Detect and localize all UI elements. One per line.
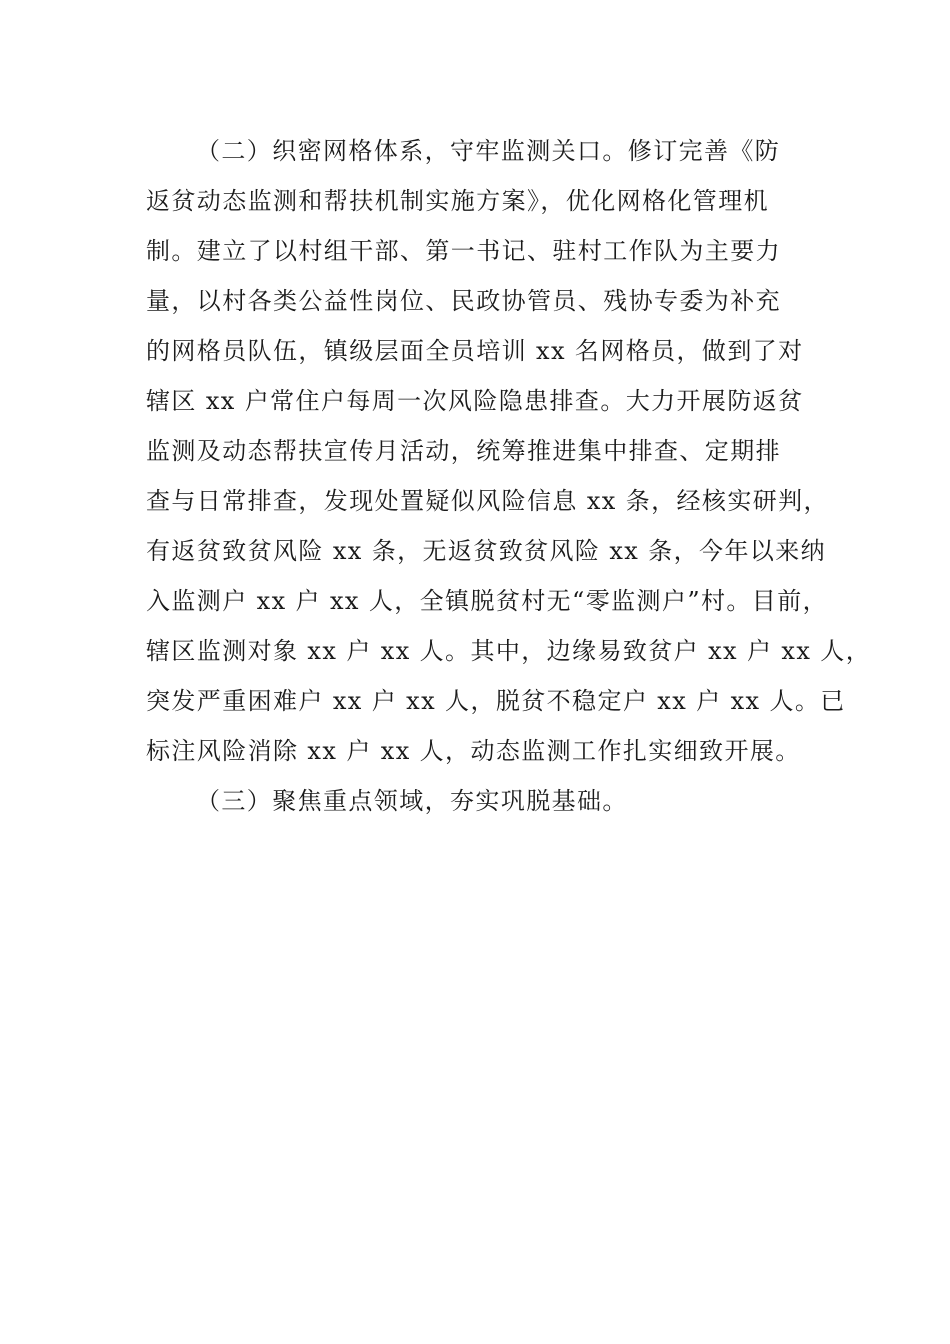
paragraph-line: 突发严重困难户 xx 户 xx 人，脱贫不稳定户 xx 户 xx 人。已	[146, 687, 846, 715]
paragraph-line: 入监测户 xx 户 xx 人，全镇脱贫村无“零监测户”村。目前，	[146, 587, 828, 615]
paragraph-line: 查与日常排查，发现处置疑似风险信息 xx 条，经核实研判，	[146, 487, 829, 515]
paragraph-line: 有返贫致贫风险 xx 条，无返贫致贫风险 xx 条，今年以来纳	[146, 537, 827, 565]
paragraph-line: 制。建立了以村组干部、第一书记、驻村工作队为主要力	[146, 237, 781, 265]
paragraph-line: 监测及动态帮扶宣传月活动，统筹推进集中排查、定期排	[146, 437, 781, 465]
section-heading: （三）聚焦重点领域，夯实巩脱基础。	[196, 787, 628, 815]
paragraph-line: 返贫动态监测和帮扶机制实施方案》，优化网格化管理机	[146, 187, 769, 215]
paragraph-line: （二）织密网格体系，守牢监测关口。修订完善《防	[196, 137, 781, 165]
paragraph-line: 的网格员队伍，镇级层面全员培训 xx 名网格员，做到了对	[146, 337, 804, 365]
paragraph-line: 标注风险消除 xx 户 xx 人，动态监测工作扎实细致开展。	[146, 737, 801, 765]
paragraph-line: 辖区 xx 户常住户每周一次风险隐患排查。大力开展防返贫	[146, 387, 804, 415]
paragraph-line: 辖区监测对象 xx 户 xx 人。其中，边缘易致贫户 xx 户 xx 人，	[146, 637, 872, 665]
paragraph-line: 量，以村各类公益性岗位、民政协管员、残协专委为补充	[146, 287, 781, 315]
